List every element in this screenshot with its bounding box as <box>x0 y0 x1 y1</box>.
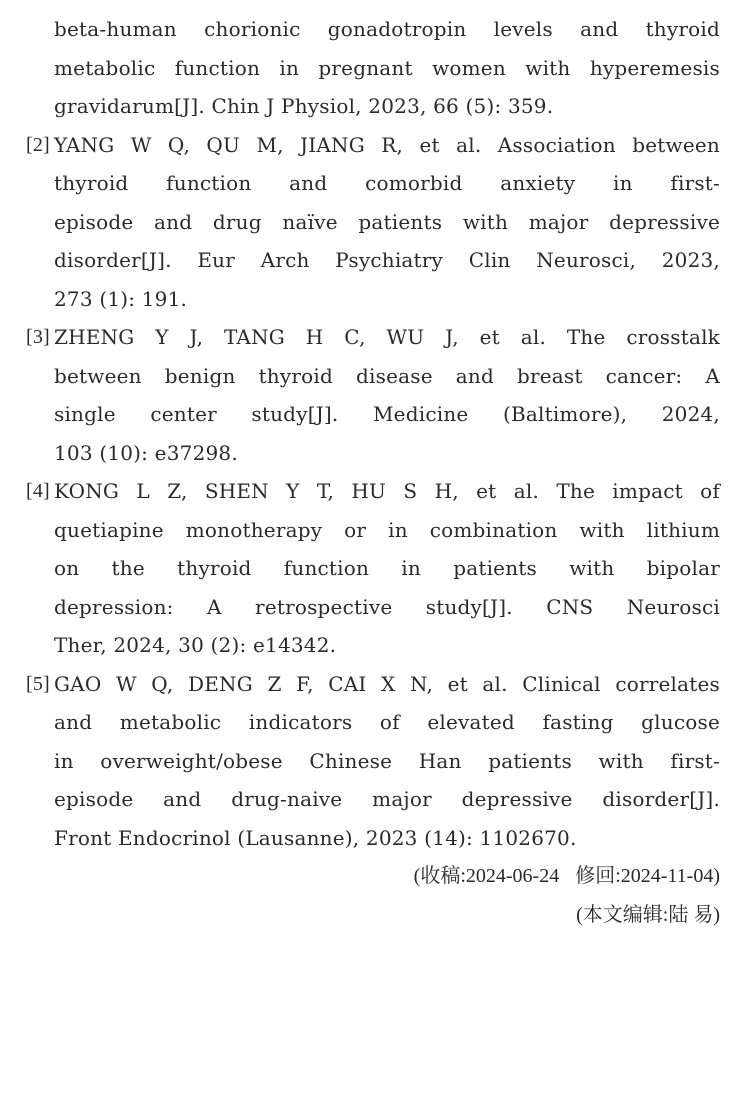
reference-line: thyroid function and comorbid anxiety in first- <box>54 171 720 195</box>
reference-line: and metabolic indicators of elevated fasting glucose <box>54 710 720 734</box>
reference-line: YANG W Q, QU M, JIANG R, et al. Association between <box>54 132 720 157</box>
received-revised-dates <box>30 857 720 896</box>
reference-line: gravidarum[J]. Chin J Physiol, 2023, 66 (5): 359. <box>54 94 554 118</box>
reference-line: 273 (1): 191. <box>54 286 188 311</box>
reference-line: metabolic function in pregnant women with hyperemesis <box>54 55 720 80</box>
reference-line: in overweight/obese Chinese Han patients with first- <box>54 748 720 773</box>
reference-line: depression: A retrospective study[J]. CNS Neurosci <box>54 594 720 619</box>
reference-line: Ther, 2024, 30 (2): e14342. <box>54 633 337 657</box>
revised-date: 修回:2024-11-04) <box>575 865 720 887</box>
reference-item-5 <box>26 665 720 858</box>
reference-text <box>54 126 720 319</box>
reference-line: Front Endocrinol (Lausanne), 2023 (14): 1102670. <box>54 825 577 850</box>
reference-line: GAO W Q, DENG Z F, CAI X N, et al. Clinical correlates <box>54 671 720 696</box>
reference-text <box>54 318 720 472</box>
reference-line: beta-human chorionic gonadotropin levels and thyroid <box>54 17 720 41</box>
reference-continued <box>30 10 720 126</box>
reference-text <box>54 665 720 858</box>
reference-line: ZHENG Y J, TANG H C, WU J, et al. The crosstalk <box>54 325 720 349</box>
reference-number: [3] <box>26 326 50 348</box>
reference-line: 103 (10): e37298. <box>54 440 238 465</box>
reference-item-3 <box>26 318 720 472</box>
reference-line: episode and drug-naive major depressive disorder[J]. <box>54 787 720 811</box>
reference-number: [4] <box>26 480 50 502</box>
reference-line: episode and drug naïve patients with major depressive <box>54 209 720 234</box>
reference-line: on the thyroid function in patients with bipolar <box>54 556 720 580</box>
reference-line: KONG L Z, SHEN Y T, HU S H, et al. The impact of <box>54 479 720 503</box>
reference-number: [2] <box>26 133 50 156</box>
reference-line: single center study[J]. Medicine (Baltimore), 2024, <box>54 402 720 426</box>
reference-item-2 <box>26 126 720 319</box>
reference-line: between benign thyroid disease and breast cancer: A <box>54 363 720 388</box>
editor-credit <box>30 896 720 935</box>
reference-number: [5] <box>26 672 50 695</box>
reference-line: disorder[J]. Eur Arch Psychiatry Clin Neurosci, 2023, <box>54 248 720 272</box>
received-date: (收稿:2024-06-24 <box>413 865 560 887</box>
reference-text <box>54 472 720 665</box>
reference-list <box>26 10 720 934</box>
editor-name: (本文编辑:陆 易) <box>576 903 720 926</box>
reference-item-4 <box>26 472 720 665</box>
reference-line: quetiapine monotherapy or in combination with lithium <box>54 517 720 542</box>
